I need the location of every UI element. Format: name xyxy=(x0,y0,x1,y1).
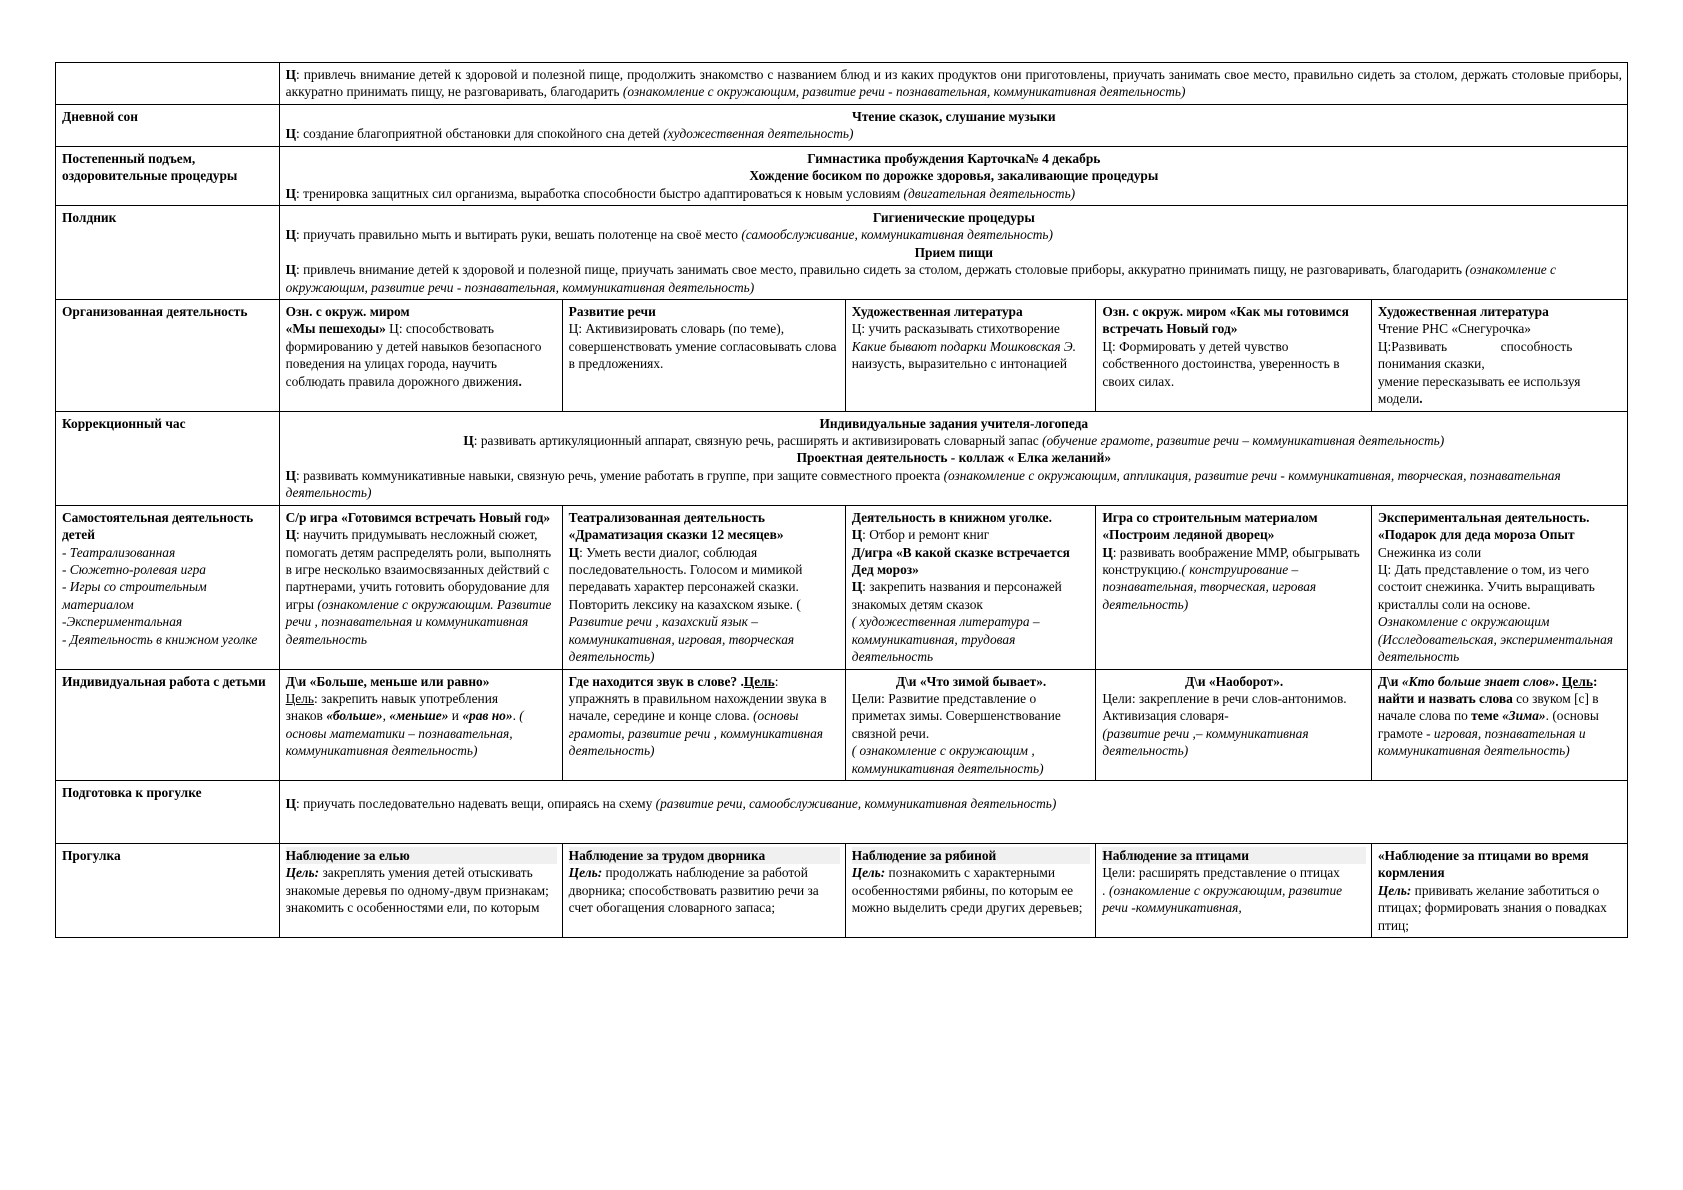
cell-activity-note: (ознакомление с окружающим. Развитие речи , познавательная и коммуникативная деятельность xyxy=(285,596,552,647)
cell-heading: Театрализованная деятельность «Драматизация сказки 12 месяцев» xyxy=(568,509,784,543)
cell-heading: Д\и «Наоборот». xyxy=(1184,673,1284,689)
cell-body: Ц: Дать представление о том, из чего состоит снежинка. Учить выращивать кристаллы соли на основе. xyxy=(1377,561,1595,612)
cell-body: Цели: Развитие представление о приметах зимы. Совершенствование связной речи. xyxy=(851,690,1061,741)
organized-cell-2 xyxy=(562,300,845,412)
table-row-individual-work xyxy=(56,669,1628,781)
cell-body: закреплять умения детей отыскивать знакомые деревья по одному-двум признакам; знакомить с особенностями ели, по которым xyxy=(285,865,549,916)
walk-cell-2 xyxy=(562,844,845,938)
gradual-rise-title-1: Гимнастика пробуждения Карточка№ 4 декабрь xyxy=(807,150,1101,166)
label-item-1: - Сюжетно-ролевая игра xyxy=(62,561,206,577)
cell-heading: Где находится звук в слове? . xyxy=(568,673,744,689)
goal-marker: Ц xyxy=(463,433,474,449)
cell-activity-note: ( художественная литература – коммуникативная, трудовая деятельность xyxy=(851,614,1040,665)
term-3: «рав но» xyxy=(462,708,513,724)
cell-body-3: умение пересказывать ее используя модели xyxy=(1377,373,1581,407)
individual-cell-4 xyxy=(1096,669,1371,781)
row-label-afternoon-snack: Полдник xyxy=(56,205,280,299)
cell-activity-note: (основы грамоты, развитие речи , коммуникативная деятельность) xyxy=(568,708,824,759)
goal-activity-note: (художественная деятельность) xyxy=(663,126,854,142)
row-label-day-sleep: Дневной сон xyxy=(56,104,280,146)
row-label-walk-prep: Подготовка к прогулке xyxy=(56,781,280,844)
cell-marker: Ц xyxy=(568,544,580,560)
walk-cell-3 xyxy=(845,844,1096,938)
table-row-independent-activity xyxy=(56,505,1628,669)
goal-label: Цель: xyxy=(568,865,603,881)
cell-body: познакомить с характерными особенностями рябины, по которым ее можно выделить среди других деревьев; xyxy=(851,865,1083,916)
table-row-meal-top xyxy=(56,63,1628,105)
goal-activity-note: (развитие речи, самообслуживание, коммуникативная деятельность) xyxy=(655,796,1057,812)
cell-body-italic: Какие бывают подарки Мошковская Э. xyxy=(851,338,1077,354)
cell-body: Цели: закрепление в речи слов-антонимов. Активизация словаря- xyxy=(1102,690,1347,724)
goal-label: Цель: xyxy=(851,865,886,881)
goal-activity-note: (ознакомление с окружающим, развитие речи - познавательная, коммуникативная деятельность) xyxy=(285,262,1556,295)
individual-cell-5 xyxy=(1371,669,1627,781)
table-row-walk-prep xyxy=(56,781,1628,844)
row-content-meal-top xyxy=(279,63,1627,105)
table-row-day-sleep xyxy=(56,104,1628,146)
correction-title-2: Проектная деятельность - коллаж « Елка желаний» xyxy=(796,450,1112,466)
cell-heading: Деятельность в книжном уголке. xyxy=(851,509,1052,525)
cell-heading: Озн. с окруж. миром «Как мы готовимся встречать Новый год» xyxy=(1102,304,1349,337)
goal-activity-note: (обучение грамоте, развитие речи – коммуникативная деятельность) xyxy=(1042,433,1445,449)
cell-body: : развивать воображение ММР, обыгрывать конструкцию. xyxy=(1102,544,1360,577)
sep-3: . xyxy=(512,708,520,724)
independent-cell-5 xyxy=(1371,505,1627,669)
row-label-text: Самостоятельная деятельность детей xyxy=(62,509,254,543)
walk-cell-4 xyxy=(1096,844,1371,938)
sep-2: и xyxy=(448,708,463,724)
cell-activity-note: (развитие речи ,– коммуникативная деятельность) xyxy=(1102,725,1309,759)
label-item-4: - Деятельность в книжном уголке xyxy=(62,631,258,647)
cell-body-2: . (основы грамоте - xyxy=(1377,708,1599,741)
cell-heading: Экспериментальная деятельность. «Подарок для деда мороза Опыт xyxy=(1377,509,1590,543)
independent-cell-3 xyxy=(845,505,1096,669)
label-item-2: - Игры со строительным материалом xyxy=(62,579,207,612)
individual-cell-3 xyxy=(845,669,1096,781)
goal-marker: Ц xyxy=(285,67,297,82)
term-bold-italic: «Зима» xyxy=(1502,708,1546,724)
snack-title-1: Гигиенические процедуры xyxy=(872,209,1035,225)
term-1: «больше» xyxy=(326,708,383,724)
table-row-gradual-rise xyxy=(56,146,1628,205)
cell-heading: Озн. с окруж. миром xyxy=(285,304,410,320)
cell-body-2: наизусть, выразительно с интонацией xyxy=(851,356,1068,372)
cell-activity-note: ( ознакомление с окружающим , коммуникативная деятельность) xyxy=(851,743,1044,776)
independent-cell-1 xyxy=(279,505,562,669)
label-item-3: -Экспериментальная xyxy=(62,614,183,630)
cell-heading: Д\и «Что зимой бывает». xyxy=(895,673,1047,689)
cell-body: : научить придумывать несложный сюжет, помогать детям распределять роли, выполнять в игре несколько взаимосвязанных действий с партнерами, учить готовить оборудование для игры xyxy=(285,527,552,612)
cell-tail: . xyxy=(1419,391,1423,407)
walk-cell-1 xyxy=(279,844,562,938)
gradual-rise-title-2: Хождение босиком по дорожке здоровья, закаливающие процедуры xyxy=(749,168,1159,184)
organized-cell-3 xyxy=(845,300,1096,412)
goal-marker: Ц xyxy=(285,467,297,483)
goal-activity-note: (двигательная деятельность) xyxy=(903,185,1076,201)
cell-body: Ц: способствовать формированию у детей навыков безопасного поведения на улицах города, научить соблюдать правила дорожного движения xyxy=(285,321,542,389)
table-row-organized-activity xyxy=(56,300,1628,412)
cell-heading-2: : найти и назвать слова xyxy=(1377,673,1598,706)
cell-marker-2: Ц xyxy=(851,579,863,595)
goal-label: Цель: xyxy=(285,865,320,881)
term-bold: теме xyxy=(1471,708,1503,724)
cell-marker: Ц xyxy=(285,527,297,543)
cell-heading: Развитие речи xyxy=(568,304,656,320)
sep-1: , xyxy=(382,708,390,724)
cell-heading-dot: . xyxy=(1555,673,1562,689)
term-2: «меньше» xyxy=(389,708,449,724)
goal-text: : приучать последовательно надевать вещи, опираясь на схему xyxy=(296,796,656,812)
row-label-organized-activity: Организованная деятельность xyxy=(56,300,280,412)
cell-body-2: Ц:Развивать способность понимания сказки, xyxy=(1377,338,1576,372)
cell-heading: С/р игра «Готовимся встречать Новый год» xyxy=(285,509,551,525)
goal-marker: Ц xyxy=(285,262,297,278)
cell-body-1: : закрепить навык употребления xyxy=(314,690,499,706)
independent-cell-4 xyxy=(1096,505,1371,669)
cell-heading-prefix: Д\и xyxy=(1377,673,1402,689)
row-content-gradual-rise xyxy=(279,146,1627,205)
cell-body-1: : Отбор и ремонт книг xyxy=(862,527,990,543)
cell-body: прививать желание заботиться о птицах; формировать знания о повадках птиц; xyxy=(1377,882,1607,933)
goal-label: Цель xyxy=(743,673,775,689)
cell-heading: Наблюдение за рябиной xyxy=(852,847,1091,864)
goal-text: : привлечь внимание детей к здоровой и полезной пище, продолжить знакомство с названием блюд и из каких продуктов они приготовлены, приучать занимать свое место, правильно сидеть за столом, держать столовые приборы, аккуратно принимать пищу, не разговаривать, благодарить xyxy=(285,67,1622,100)
goal-activity-note: (ознакомление с окружающим, развитие речи - познавательная, коммуникативная деятельность) xyxy=(622,84,1186,100)
cell-bold-title: «Мы пешеходы» xyxy=(285,321,386,337)
daily-plan-table xyxy=(55,62,1628,938)
goal-text: : развивать артикуляционный аппарат, связную речь, расширять и активизировать словарный запас xyxy=(473,433,1043,449)
cell-heading-title: «Кто больше знает слов» xyxy=(1401,673,1556,689)
cell-heading: Наблюдение за елью xyxy=(286,847,557,864)
goal-text: : создание благоприятной обстановки для спокойного сна детей xyxy=(296,126,664,142)
cell-activity-note: игровая, познавательная и коммуникативная деятельность) xyxy=(1377,725,1586,759)
cell-body: Ц: Активизировать словарь (по теме), совершенствовать умение согласовывать слова в предложениях. xyxy=(568,321,837,372)
cell-activity-note: Развитие речи , казахский язык – коммуникативная, игровая, творческая деятельность) xyxy=(568,614,795,665)
row-label-correction-hour: Коррекционный час xyxy=(56,411,280,505)
cell-heading: Игра со строительным материалом «Построим ледяной дворец» xyxy=(1102,509,1318,543)
cell-heading: Художественная литература xyxy=(851,304,1023,320)
cell-heading: Наблюдение за птицами xyxy=(1102,847,1365,864)
goal-text: : привлечь внимание детей к здоровой и полезной пище, приучать занимать свое место, правильно сидеть за столом, держать столовые приборы, аккуратно принимать пищу, не разговаривать, благодарить xyxy=(296,262,1466,278)
goal-marker: Ц xyxy=(285,185,297,201)
row-content-day-sleep xyxy=(279,104,1627,146)
goal-label: Цель: xyxy=(1377,882,1412,898)
cell-activity-note: ( основы математики – познавательная, коммуникативная деятельность) xyxy=(285,708,524,759)
goal-text: : приучать правильно мыть и вытирать руки, вешать полотенце на своё место xyxy=(296,227,742,243)
cell-body: Ц: Формировать у детей чувство собственного достоинства, уверенность в своих силах. xyxy=(1102,338,1340,389)
row-label-independent-activity xyxy=(56,505,280,669)
goal-text: : тренировка защитных сил организма, выработка способности быстро адаптироваться к новым условиям xyxy=(296,185,904,201)
row-label-empty xyxy=(56,63,280,105)
row-label-individual-work: Индивидуальная работа с детьми xyxy=(56,669,280,781)
cell-body: : Уметь вести диалог, соблюдая последовательность. Голосом и мимикой передавать характер персонажей сказки. Повторить лексику на казахском языке. ( xyxy=(568,544,803,612)
cell-tail: . xyxy=(518,373,522,389)
cell-activity-note: . (ознакомление с окружающим, развитие речи -коммуникативная, xyxy=(1102,882,1343,916)
table-row-afternoon-snack xyxy=(56,205,1628,299)
individual-cell-2 xyxy=(562,669,845,781)
organized-cell-4 xyxy=(1096,300,1371,412)
cell-body: Цели: расширять представление о птицах xyxy=(1102,865,1340,881)
table-row-correction-hour xyxy=(56,411,1628,505)
cell-body-1: Ц: учить расказывать стихотворение xyxy=(851,321,1060,337)
row-content-walk-prep xyxy=(279,781,1627,844)
cell-body-1: Чтение РНС «Снегурочка» xyxy=(1377,321,1532,337)
individual-cell-1 xyxy=(279,669,562,781)
cell-marker-1: Ц xyxy=(851,527,863,543)
label-item-0: - Театрализованная xyxy=(62,544,176,560)
goal-activity-note: (ознакомление с окружающим, аппликация, развитие речи - коммуникативная, творческая, познавательная деятельность) xyxy=(285,467,1561,501)
cell-body-2: : закрепить названия и персонажей знакомых детям сказок xyxy=(851,579,1062,612)
cell-heading: Д\и «Больше, меньше или равно» xyxy=(285,673,490,689)
goal-label: Цель xyxy=(285,690,315,706)
cell-body-2: знаков xyxy=(285,708,327,724)
cell-marker: Ц xyxy=(1102,544,1113,560)
cell-heading-tail: Снежинка из соли xyxy=(1377,544,1482,560)
organized-cell-5 xyxy=(1371,300,1627,412)
goal-marker: Ц xyxy=(285,227,297,243)
day-sleep-title: Чтение сказок, слушание музыки xyxy=(852,108,1056,124)
correction-title-1: Индивидуальные задания учителя-логопеда xyxy=(819,415,1089,431)
row-label-gradual-rise: Постепенный подъем, оздоровительные процедуры xyxy=(56,146,280,205)
row-content-afternoon-snack xyxy=(279,205,1627,299)
table-row-walk xyxy=(56,844,1628,938)
walk-cell-5 xyxy=(1371,844,1627,938)
goal-label: Цель xyxy=(1561,673,1593,689)
cell-heading-2: Д/игра «В какой сказке встречается Дед мороз» xyxy=(851,544,1070,577)
snack-title-2: Прием пищи xyxy=(914,244,994,260)
row-content-correction-hour xyxy=(279,411,1627,505)
goal-marker: Ц xyxy=(285,796,297,812)
cell-activity-note: Ознакомление с окружающим (Исследовательская, экспериментальная деятельность xyxy=(1377,614,1614,665)
cell-body: со звуком [с] в начале слова по xyxy=(1377,690,1599,724)
cell-heading: Наблюдение за трудом дворника xyxy=(569,847,840,864)
independent-cell-2 xyxy=(562,505,845,669)
cell-body: : упражнять в правильном нахождении звука в начале, середине и конце слова. xyxy=(568,673,827,724)
cell-heading: Художественная литература xyxy=(1377,304,1549,320)
organized-cell-1 xyxy=(279,300,562,412)
goal-text: : развивать коммуникативные навыки, связную речь, умение работать в группе, при защите совместного проекта xyxy=(296,467,944,483)
goal-marker: Ц xyxy=(285,126,297,142)
row-label-walk: Прогулка xyxy=(56,844,280,938)
cell-heading: «Наблюдение за птицами во время кормления xyxy=(1377,848,1589,881)
goal-activity-note: (самообслуживание, коммуникативная деятельность) xyxy=(741,227,1053,243)
cell-body: продолжать наблюдение за работой дворника; способствовать развитию речи за счет обогащения словарного запаса; xyxy=(568,865,819,916)
cell-activity-note: ( конструирование –познавательная, творческая, игровая деятельность) xyxy=(1102,561,1317,612)
